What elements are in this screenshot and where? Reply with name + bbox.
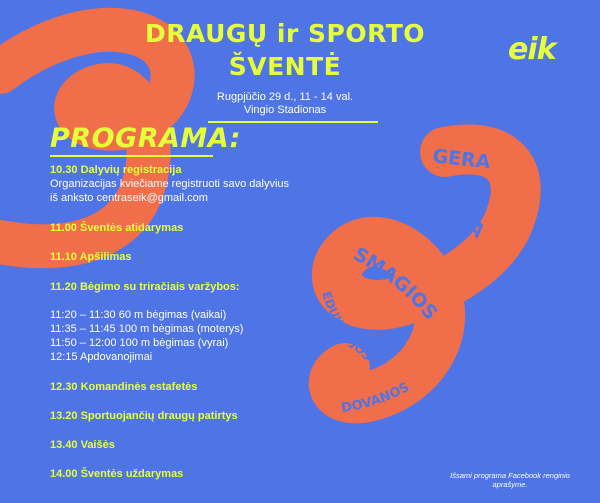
event-title-line-1: DRAUGŲ ir SPORTO (144, 19, 426, 48)
schedule-heat-kids: 11:20 – 11:30 60 m bėgimas (vaikai) (50, 309, 227, 321)
schedule-note-registration-2: iš anksto centraseik@gmail.com (50, 192, 208, 204)
schedule-note-registration-1: Organizacijas kviečiame registruoti savo dalyvius (50, 178, 290, 190)
schedule-item-closing: 14.00 Šventės uždarymas (50, 468, 184, 480)
ribbon-word-dovanos: DOVANOS (340, 379, 413, 417)
ribbon-word-edukacijos: EDUKACIJOS (319, 289, 375, 364)
schedule-item-awards: 12:15 Apdovanojimai (50, 351, 153, 363)
schedule-heat-men: 11:50 – 12:00 100 m bėgimas (vyrai) (50, 337, 229, 349)
footnote-line-1: Išsami programa Facebook renginio (450, 471, 570, 480)
ribbon-word-staigmenos: STAIGMENOS (465, 291, 519, 355)
schedule-item-warmup: 11.10 Apšilimas (50, 251, 132, 263)
event-venue: Vingio Stadionas (243, 104, 327, 116)
event-date-time: Rugpjūčio 29 d., 11 - 14 val. (216, 91, 354, 103)
footnote (425, 471, 595, 489)
schedule-heat-women: 11:35 – 11:45 100 m bėgimas (moterys) (50, 323, 244, 335)
schedule-item-relays: 12.30 Komandinės estafetės (50, 381, 198, 393)
ribbon-word-smagios: SMAGIOS (349, 243, 442, 325)
event-title-line-2: ŠVENTĖ (228, 52, 342, 81)
eik-logo: eik (508, 32, 556, 67)
schedule-item-treats: 13.40 Vaišės (50, 439, 115, 451)
footnote-line-2: aprašyme. (492, 480, 528, 489)
ribbon-word-gera: GERA (431, 145, 492, 174)
program-heading-underline (50, 155, 213, 157)
schedule-item-registration: 10.30 Dalyvių registracija (50, 164, 182, 176)
schedule-item-experience: 13.20 Sportuojančių draugų patirtys (50, 410, 238, 422)
ribbon-word-muzika: MUZIKA (407, 173, 490, 243)
schedule-item-opening: 11.00 Šventės atidarymas (50, 222, 184, 234)
schedule-item-tricycle-race: 11.20 Bėgimo su triračiais varžybos: (50, 281, 240, 293)
program-heading: PROGRAMA: (50, 123, 241, 154)
